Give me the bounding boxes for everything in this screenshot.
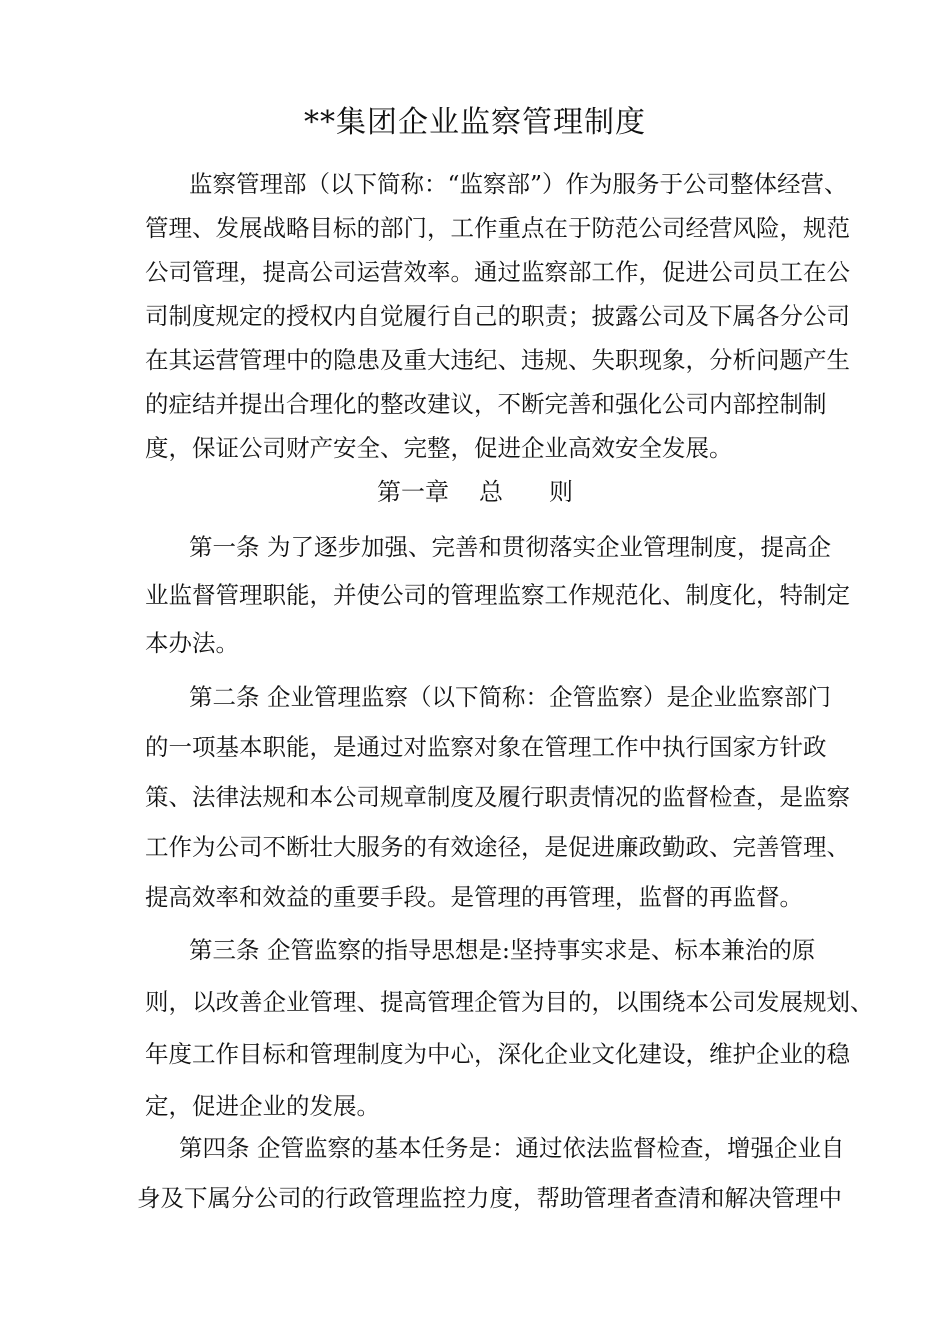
paragraph-line: 本办法。: [145, 629, 239, 657]
paragraph-line: 身及下属分公司的行政管理监控力度，帮助管理者查清和解决管理中: [137, 1184, 842, 1212]
paragraph-line: 公司管理，提高公司运营效率。通过监察部工作，促进公司员工在公: [145, 258, 850, 286]
paragraph-line: 提高效率和效益的重要手段。是管理的再管理，监督的再监督。: [145, 883, 803, 911]
paragraph-line: 在其运营管理中的隐患及重大违纪、违规、失职现象，分析问题产生: [145, 346, 850, 374]
paragraph-line: 管理、发展战略目标的部门，工作重点在于防范公司经营风险，规范: [145, 214, 850, 242]
paragraph-line: 司制度规定的授权内自觉履行自己的职责；披露公司及下属各分公司: [145, 302, 850, 330]
paragraph-line: 的症结并提出合理化的整改建议，不断完善和强化公司内部控制制: [145, 390, 827, 418]
document-title: **集团企业监察管理制度: [304, 105, 646, 140]
paragraph-line: 第一条 为了逐步加强、完善和贯彻落实企业管理制度，提高企: [189, 533, 831, 561]
paragraph-line: 年度工作目标和管理制度为中心，深化企业文化建设，维护企业的稳: [145, 1040, 850, 1068]
paragraph-line: 业监督管理职能，并使公司的管理监察工作规范化、制度化，特制定: [145, 581, 850, 609]
paragraph-line: 策、法律法规和本公司规章制度及履行职责情况的监督检查，是监察: [145, 783, 850, 811]
chapter-word-2: 则: [549, 478, 573, 506]
paragraph-line: 工作为公司不断壮大服务的有效途径，是促进廉政勤政、完善管理、: [145, 833, 850, 861]
paragraph-line: 则，以改善企业管理、提高管理企管为目的，以围绕本公司发展规划、: [145, 988, 874, 1016]
paragraph-line: 的一项基本职能，是通过对监察对象在管理工作中执行国家方针政: [145, 733, 827, 761]
paragraph-line: 监察管理部（以下简称：“监察部”）作为服务于公司整体经营、: [189, 170, 848, 198]
chapter-heading: [0, 470, 950, 514]
chapter-label: 第一章: [377, 478, 449, 506]
paragraph-line: 第四条 企管监察的基本任务是：通过依法监督检查，增强企业自: [179, 1134, 845, 1162]
chapter-word-1: 总: [479, 478, 503, 506]
paragraph-line: 度，保证公司财产安全、完整，促进企业高效安全发展。: [145, 434, 733, 462]
paragraph-line: 定，促进企业的发展。: [145, 1092, 380, 1120]
paragraph-line: 第二条 企业管理监察（以下简称：企管监察）是企业监察部门: [189, 683, 831, 711]
paragraph-line: 第三条 企管监察的指导思想是:坚持事实求是、标本兼治的原: [189, 936, 816, 964]
